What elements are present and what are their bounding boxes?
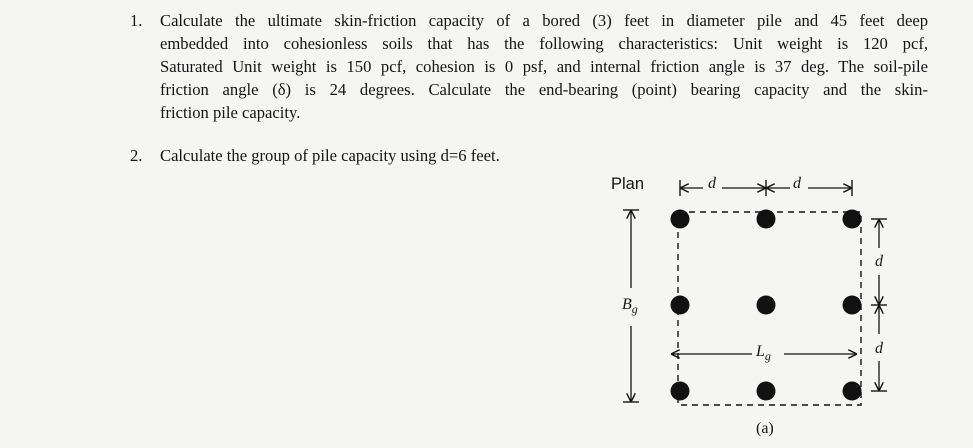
- pile: [843, 210, 862, 229]
- pile: [757, 296, 776, 315]
- group-length-symbol: L: [756, 343, 765, 360]
- pile: [757, 210, 776, 229]
- group-width-subscript: g: [631, 302, 638, 317]
- pile: [843, 382, 862, 401]
- figure-caption: (a): [756, 420, 774, 437]
- top-spacing-label-1: d: [708, 175, 716, 192]
- right-spacing-label-1: d: [875, 253, 883, 270]
- question-2-line-1: Calculate the group of pile capacity using d=6 feet.: [160, 146, 500, 165]
- question-1-line-5: friction pile capacity.: [160, 103, 301, 122]
- group-length-label: [756, 343, 771, 364]
- pile: [671, 296, 690, 315]
- plan-label: Plan: [611, 175, 645, 193]
- question-1-line-4: friction angle (δ) is 24 degrees. Calculate the end-bearing (point) bearing capacity and the skin-: [160, 80, 928, 99]
- right-spacing-label-2: d: [875, 340, 883, 357]
- question-1-line-1: Calculate the ultimate skin-friction capacity of a bored (3) feet in diameter pile and 45 feet deep: [160, 11, 928, 30]
- group-width-label: [622, 296, 638, 317]
- group-length-subscript: g: [764, 349, 771, 364]
- pile: [671, 382, 690, 401]
- question-1-number: 1.: [130, 11, 143, 30]
- question-2-number: 2.: [130, 146, 143, 165]
- pile: [843, 296, 862, 315]
- pile-group-plan-figure: [600, 168, 900, 448]
- group-width-symbol: B: [622, 296, 632, 313]
- pile: [671, 210, 690, 229]
- question-1-line-3: Saturated Unit weight is 150 pcf, cohesion is 0 psf, and internal friction angle is 37 deg. The soil-pile: [160, 57, 928, 76]
- top-spacing-label-2: d: [793, 175, 801, 192]
- pile: [757, 382, 776, 401]
- pile-group-diagram: [600, 168, 900, 448]
- question-1-line-2: embedded into cohesionless soils that has the following characteristics: Unit weight is 120 pcf,: [160, 34, 928, 53]
